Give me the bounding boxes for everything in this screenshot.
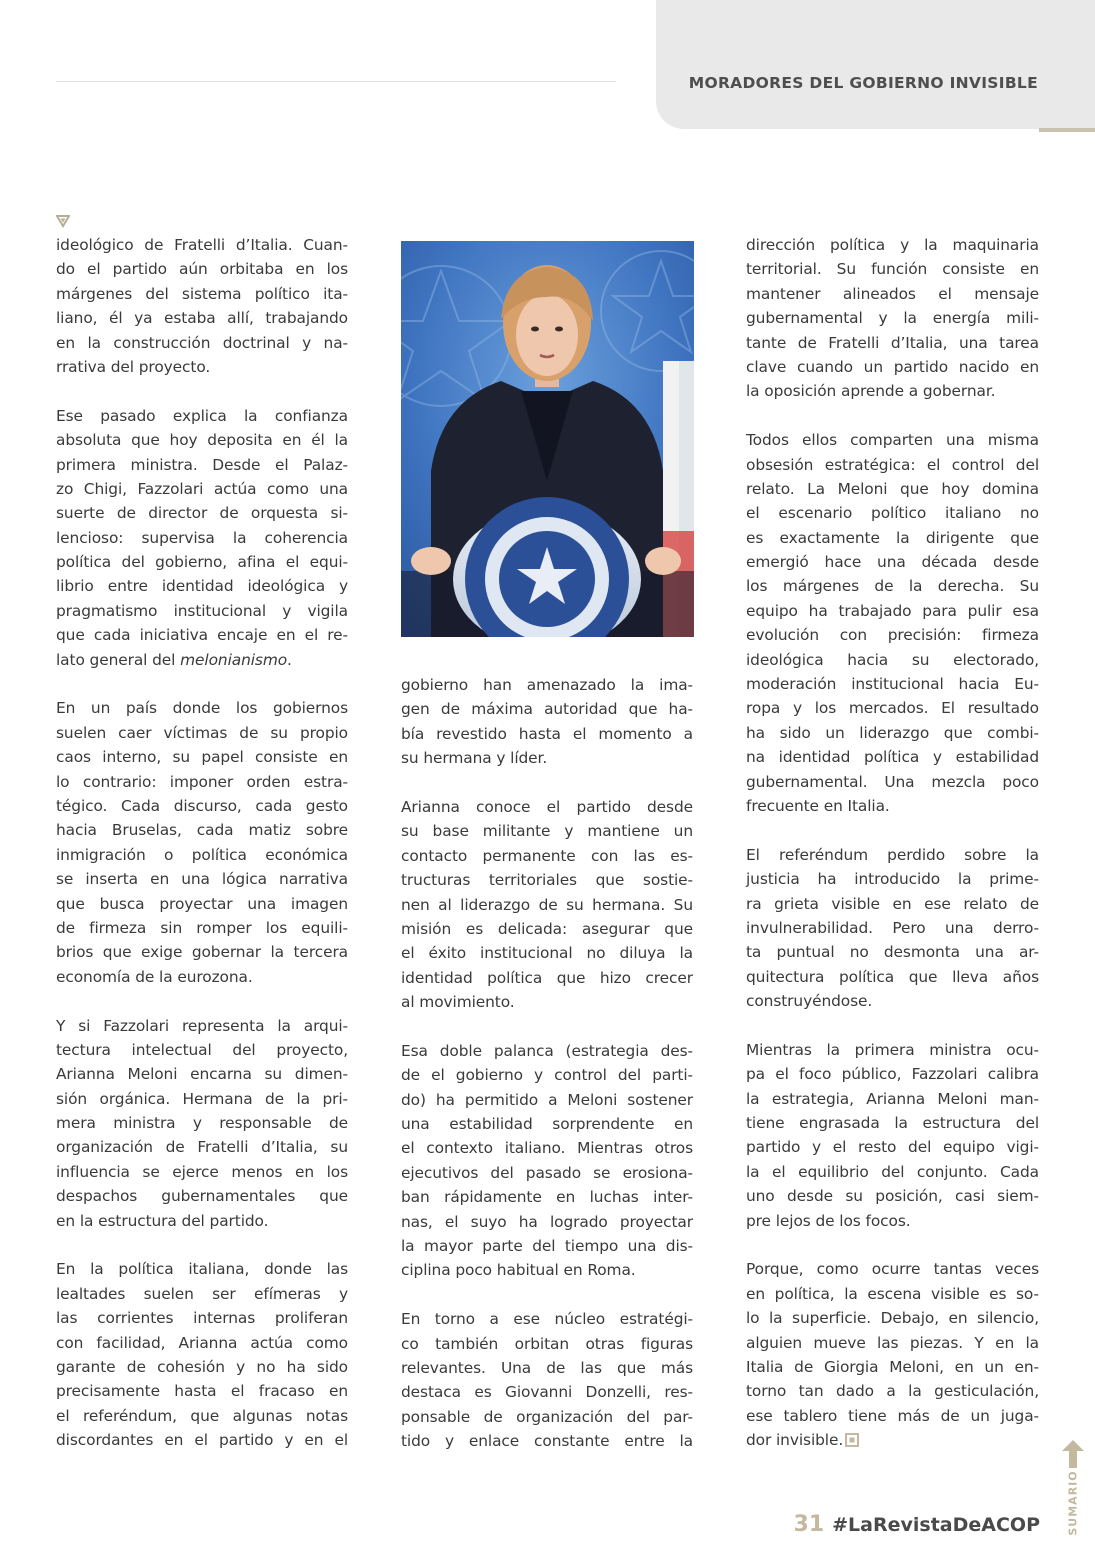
article-column-3 (746, 233, 1039, 1453)
text-line (401, 795, 693, 819)
text-line-content: ra grieta visible en ese relato de (746, 894, 1039, 913)
text-line-content: El referéndum perdido sobre la (746, 845, 1039, 864)
text-line (401, 1088, 693, 1112)
text-line-content: territorial. Su función consiste en (746, 260, 1039, 279)
text-line-content: relato. La Meloni que hoy domina (746, 479, 1039, 498)
text-line (56, 1038, 348, 1062)
text-line (56, 916, 348, 940)
text-line-content: invulnerabilidad. Pero una derro- (746, 918, 1039, 937)
text-line (56, 599, 348, 623)
text-line-content: en la estructura del partido. (56, 1211, 269, 1230)
text-line-content: hacia Bruselas, cada matiz sobre (56, 821, 348, 840)
text-line-content: mera ministra y responsable de (56, 1114, 348, 1133)
text-line (746, 1306, 1039, 1330)
text-line (401, 1210, 693, 1234)
text-line (56, 623, 348, 647)
text-line-content: lo contrario: imponer orden estra- (56, 772, 348, 791)
text-line (401, 673, 693, 697)
text-line (746, 526, 1039, 550)
text-line-content: mantener alineados el mensaje (746, 284, 1039, 303)
text-line-content: alguien mueve las piezas. Y en la (746, 1333, 1039, 1352)
text-line (56, 477, 348, 501)
text-line-content: destaca es Giovanni Donzelli, res- (401, 1383, 693, 1402)
text-line-content: el referéndum, que algunas notas (56, 1406, 348, 1425)
text-line-content: tectura intelectual del proyecto, (56, 1040, 348, 1059)
text-line-content: garante de cohesión y no ha sido (56, 1357, 348, 1376)
text-line-content: frecuente en Italia. (746, 796, 890, 815)
text-line-content: partido y el resto del equipo vigi- (746, 1138, 1039, 1157)
text-line (401, 990, 693, 1014)
text-line (56, 233, 348, 257)
text-line-content: absoluta que hoy deposita en él la (56, 431, 348, 450)
text-line (746, 355, 1039, 379)
text-line-content: ciplina poco habitual en Roma. (401, 1261, 636, 1280)
text-line (56, 1428, 348, 1452)
text-line (746, 1184, 1039, 1208)
text-line (401, 1332, 693, 1356)
text-line-content: tructuras territoriales que sostie- (401, 871, 693, 890)
text-line (401, 1380, 693, 1404)
text-line (746, 1038, 1039, 1062)
text-line (56, 770, 348, 794)
text-line (746, 1428, 1039, 1452)
text-line (401, 893, 693, 917)
text-line-content: el escenario político italiano no (746, 504, 1039, 523)
text-line-content: do el partido aún orbitaba en los (56, 260, 348, 279)
text-line-content: ejecutivos del pasado se erosiona- (401, 1163, 693, 1182)
text-line-content: dirección política y la maquinaria (746, 236, 1039, 254)
text-line-content: se inserta en una lógica narrativa (56, 870, 348, 889)
text-line (56, 1111, 348, 1135)
text-line-content: suelen caer víctimas de su propio (56, 723, 348, 742)
text-line-content: gubernamental. Una mezcla poco (746, 772, 1039, 791)
text-line (56, 404, 348, 428)
page-number: 31 (793, 1512, 825, 1537)
text-line-content: al movimiento. (401, 993, 515, 1012)
text-line-content: las corrientes internas proliferan (56, 1309, 348, 1328)
text-line-content: relevantes. Una de las que más (401, 1358, 693, 1377)
text-line-content: ban rápidamente en luchas inter- (401, 1188, 693, 1207)
text-line (401, 1258, 693, 1282)
text-line (56, 648, 348, 672)
text-line (56, 965, 348, 989)
paragraph-gap (401, 1283, 693, 1307)
text-line-content: Todos ellos comparten una misma (746, 431, 1039, 450)
header-tab (656, 0, 1095, 129)
text-line-content: primera ministra. Desde el Palaz- (56, 455, 348, 474)
text-line (746, 696, 1039, 720)
text-line-content: lencioso: supervisa la coherencia (56, 528, 348, 547)
text-line (56, 1306, 348, 1330)
text-line (401, 819, 693, 843)
text-line-content: co también orbitan otras figuras (401, 1334, 693, 1353)
text-line (746, 1404, 1039, 1428)
article-column-1 (56, 233, 348, 1453)
text-line-content: los márgenes de la derecha. Su (746, 577, 1039, 596)
text-line-content: ponsable de organización del par- (401, 1407, 693, 1426)
text-line-content: precisamente hasta el fracaso en (56, 1382, 348, 1401)
text-line (56, 867, 348, 891)
text-line-content: Mientras la primera ministra ocu- (746, 1040, 1039, 1059)
text-line-content: caos interno, su papel consiste en (56, 748, 348, 767)
text-line-content: En torno a ese núcleo estratégi- (401, 1310, 693, 1329)
text-line (746, 428, 1039, 452)
text-line-content: gobierno han amenazado la ima- (401, 676, 693, 694)
text-line-content: ese tablero tiene más de un juga- (746, 1406, 1039, 1425)
text-line (746, 843, 1039, 867)
text-line-content: de firmeza sin romper los equili- (56, 918, 348, 937)
text-line-content: con facilidad, Arianna actúa como (56, 1333, 348, 1352)
text-line-content: gen de máxima autoridad que ha- (401, 700, 693, 719)
text-line (401, 1039, 693, 1063)
paragraph-gap (746, 1014, 1039, 1038)
text-line-content: la oposición aprende a gobernar. (746, 382, 996, 401)
text-line-content: contacto permanente con las es- (401, 846, 693, 865)
article-photo (401, 241, 694, 637)
text-line-content: nas, el suyo ha logrado proyectar (401, 1212, 693, 1231)
text-line (746, 892, 1039, 916)
text-line (56, 843, 348, 867)
text-line-content: tiene engrasada la estructura del (746, 1114, 1039, 1133)
text-line (746, 1209, 1039, 1233)
text-line (746, 672, 1039, 696)
text-line-content: en la construcción doctrinal y na- (56, 333, 348, 352)
text-line-content: la estrategia, Arianna Meloni man- (746, 1089, 1039, 1108)
text-line (56, 1209, 348, 1233)
text-line-content: ideológico de Fratelli d’Italia. Cuan- (56, 236, 348, 254)
text-line-content: nen al liderazgo de su hermana. Su (401, 895, 693, 914)
text-line (746, 1062, 1039, 1086)
text-line-content: es exactamente la dirigente que (746, 528, 1039, 547)
text-line (401, 1356, 693, 1380)
text-line (401, 1161, 693, 1185)
text-line-content: emergió hace una década desde (746, 553, 1039, 572)
text-line-content: En la política italiana, donde las (56, 1260, 348, 1279)
text-line (56, 550, 348, 574)
text-line (746, 623, 1039, 647)
text-line-content: suerte de director de orquesta si- (56, 504, 348, 523)
text-line-content: la el equilibrio del conjunto. Cada (746, 1162, 1039, 1181)
text-line (401, 1136, 693, 1160)
text-line (56, 721, 348, 745)
text-line (56, 282, 348, 306)
text-line-content: de el gobierno y control del parti- (401, 1066, 693, 1085)
text-line (401, 844, 693, 868)
text-line (746, 306, 1039, 330)
text-line (401, 868, 693, 892)
paragraph-gap (401, 1014, 693, 1038)
text-line (746, 721, 1039, 745)
text-line-tail: . (287, 650, 292, 669)
paragraph-gap (56, 989, 348, 1013)
text-line (56, 1062, 348, 1086)
text-line-content: Arianna conoce el partido desde (401, 797, 693, 816)
text-line-content: pre lejos de los focos. (746, 1211, 911, 1230)
text-line (56, 745, 348, 769)
text-line-content: tégico. Cada discurso, cada gesto (56, 796, 348, 815)
text-line-content: uno desde su posición, casi siem- (746, 1187, 1039, 1206)
text-line (56, 818, 348, 842)
paragraph-gap (746, 1233, 1039, 1257)
text-line (56, 940, 348, 964)
text-line (56, 1331, 348, 1355)
text-line-content: Porque, como ocurre tantas veces (746, 1260, 1039, 1279)
text-line (401, 1185, 693, 1209)
text-line (56, 1379, 348, 1403)
text-line (746, 867, 1039, 891)
section-title: MORADORES DEL GOBIERNO INVISIBLE (688, 74, 1038, 92)
text-line-content: quitectura política que lleva años (746, 967, 1039, 986)
text-line (746, 1282, 1039, 1306)
text-line-content: su hermana y líder. (401, 749, 548, 768)
text-line-content: pa el foco público, Fazzolari calibra (746, 1065, 1039, 1084)
text-line (746, 501, 1039, 525)
text-line (746, 1135, 1039, 1159)
text-line-content: tido y enlace constante entre la (401, 1432, 693, 1451)
text-line-content: obsesión estratégica: el control del (746, 455, 1039, 474)
text-line (746, 1379, 1039, 1403)
text-line (746, 477, 1039, 501)
text-line-content: justicia ha introducido la prime- (746, 870, 1039, 889)
text-line (401, 917, 693, 941)
text-line (746, 648, 1039, 672)
text-line-content: economía de la eurozona. (56, 967, 253, 986)
text-line (56, 501, 348, 525)
text-line-content: discordantes en el partido y en el (56, 1431, 348, 1450)
text-line (746, 1160, 1039, 1184)
text-line (746, 1355, 1039, 1379)
text-line (56, 1135, 348, 1159)
text-line (746, 574, 1039, 598)
article-column-2 (401, 673, 693, 1454)
text-line-content: una estabilidad sorprendente en (401, 1115, 693, 1134)
text-line-content: clave cuando un partido nacido en (746, 357, 1039, 376)
text-line (746, 233, 1039, 257)
text-line-content: pragmatismo institucional y vigila (56, 601, 348, 620)
text-line-content: zo Chigi, Fazzolari actúa como una (56, 479, 348, 498)
text-line (746, 282, 1039, 306)
text-line (746, 916, 1039, 940)
italic-term: melonianismo (180, 650, 288, 669)
text-line-content: en política, la escena visible es so- (746, 1284, 1039, 1303)
paragraph-gap (56, 672, 348, 696)
triangle-marker-icon (56, 214, 70, 228)
text-line-content: gubernamental y la energía mili- (746, 309, 1039, 328)
text-line (56, 1282, 348, 1306)
text-line-content: Y si Fazzolari representa la arqui- (56, 1016, 348, 1035)
text-line (56, 794, 348, 818)
text-line-content: despachos gubernamentales que (56, 1187, 348, 1206)
text-line-content: librio entre identidad ideológica y (56, 577, 348, 596)
text-line-content: Ese pasado explica la confianza (56, 406, 348, 425)
page-footer (794, 1512, 1040, 1537)
text-line-content: En un país donde los gobiernos (56, 699, 348, 718)
portrait-photo (401, 241, 694, 637)
text-line (56, 1404, 348, 1428)
text-line (401, 966, 693, 990)
text-line (56, 331, 348, 355)
text-line-content: dor invisible. (746, 1431, 844, 1450)
text-line (746, 940, 1039, 964)
header-accent-line (1039, 128, 1095, 132)
text-line-content: que cada iniciativa encaje en el re- (56, 626, 348, 645)
text-line-content: Arianna Meloni encarna su dimen- (56, 1065, 348, 1084)
text-line (401, 1307, 693, 1331)
text-line-content: el contexto italiano. Mientras otros (401, 1139, 693, 1158)
paragraph-gap (56, 1233, 348, 1257)
text-line-content: el éxito institucional no diluya la (401, 944, 693, 963)
text-line (56, 1087, 348, 1111)
text-line (746, 1087, 1039, 1111)
top-divider (56, 81, 616, 82)
text-line-content: Italia de Giorgia Meloni, en un en- (746, 1357, 1039, 1376)
paragraph-gap (746, 818, 1039, 842)
text-line (56, 355, 348, 379)
text-line-content: torno tan dado a la gesticulación, (746, 1382, 1039, 1401)
text-line-content: inmigración o política económica (56, 845, 348, 864)
text-line-content: do) ha permitido a Meloni sostener (401, 1090, 693, 1109)
text-line (746, 1331, 1039, 1355)
text-line-content: misión es delicada: asegurar que (401, 919, 693, 938)
text-line-content: ropa y los mercados. El resultado (746, 699, 1039, 718)
text-line-content: márgenes del sistema político ita- (56, 284, 348, 303)
text-line-content: Esa doble palanca (estrategia des- (401, 1041, 693, 1060)
sumario-link[interactable]: SUMARIO (1066, 1470, 1080, 1536)
text-line (56, 1355, 348, 1379)
text-line (746, 989, 1039, 1013)
text-line-content: na identidad política y estabilidad (746, 748, 1039, 767)
text-line (746, 599, 1039, 623)
text-line-content: lato general del (56, 650, 181, 669)
text-line-content: bía revestido hasta el momento a (401, 724, 693, 743)
text-line (401, 1429, 693, 1453)
text-line-content: identidad política que hizo crecer (401, 968, 693, 987)
text-line (746, 257, 1039, 281)
text-line (746, 379, 1039, 403)
text-line (56, 574, 348, 598)
text-line (746, 1111, 1039, 1135)
text-line (401, 941, 693, 965)
text-line-content: influencia se ejerce menos en los (56, 1162, 348, 1181)
text-line (56, 428, 348, 452)
text-line (56, 1014, 348, 1038)
paragraph-gap (746, 404, 1039, 428)
text-line-content: política del gobierno, afina el equi- (56, 553, 348, 572)
text-line-content: lo la superficie. Debajo, en silencio, (746, 1309, 1039, 1328)
paragraph-gap (56, 379, 348, 403)
text-line-content: moderación institucional hacia Eu- (746, 675, 1039, 694)
text-line-content: tante de Fratelli d’Italia, una tarea (746, 333, 1039, 352)
text-line (746, 550, 1039, 574)
text-line (746, 331, 1039, 355)
text-line (746, 794, 1039, 818)
text-line-content: ha sido un liderazgo que combi- (746, 723, 1039, 742)
text-line-content: rrativa del proyecto. (56, 357, 211, 376)
text-line-content: que busca proyectar una imagen (56, 894, 348, 913)
magazine-hashtag: #LaRevistaDeACOP (832, 1514, 1040, 1536)
text-line-content: ta puntual no desmonta una ar- (746, 943, 1039, 962)
text-line (56, 306, 348, 330)
text-line (401, 1063, 693, 1087)
text-line (746, 965, 1039, 989)
text-line (56, 892, 348, 916)
text-line (56, 1184, 348, 1208)
text-line-content: su base militante y mantiene un (401, 822, 693, 841)
text-line (746, 453, 1039, 477)
text-line (56, 1257, 348, 1281)
text-line-content: equipo ha trabajado para pulir esa (746, 601, 1039, 620)
text-line-content: la mayor parte del tiempo una dis- (401, 1236, 693, 1255)
text-line-content: ideológica hacia su electorado, (746, 650, 1039, 669)
text-line-content: liano, él ya estaba allí, trabajando (56, 309, 348, 328)
text-line (401, 1112, 693, 1136)
text-line-content: construyéndose. (746, 992, 873, 1011)
text-line (56, 696, 348, 720)
text-line (56, 453, 348, 477)
text-line-content: organización de Fratelli d’Italia, su (56, 1138, 348, 1157)
text-line (56, 526, 348, 550)
up-arrow-icon[interactable] (1062, 1440, 1084, 1468)
text-line (746, 770, 1039, 794)
text-line (401, 1234, 693, 1258)
text-line (56, 257, 348, 281)
text-line-content: lealtades suelen ser efímeras y (56, 1284, 348, 1303)
text-line (746, 1257, 1039, 1281)
text-line (401, 746, 693, 770)
text-line (401, 697, 693, 721)
text-line (401, 722, 693, 746)
text-line-content: evolución con precisión: firmeza (746, 626, 1039, 645)
text-line (746, 745, 1039, 769)
text-line (401, 1405, 693, 1429)
text-line (56, 1160, 348, 1184)
text-line-content: sión orgánica. Hermana de la pri- (56, 1089, 348, 1108)
paragraph-gap (401, 771, 693, 795)
end-of-article-icon (845, 1433, 859, 1447)
text-line-content: brios que exige gobernar la tercera (56, 943, 348, 962)
